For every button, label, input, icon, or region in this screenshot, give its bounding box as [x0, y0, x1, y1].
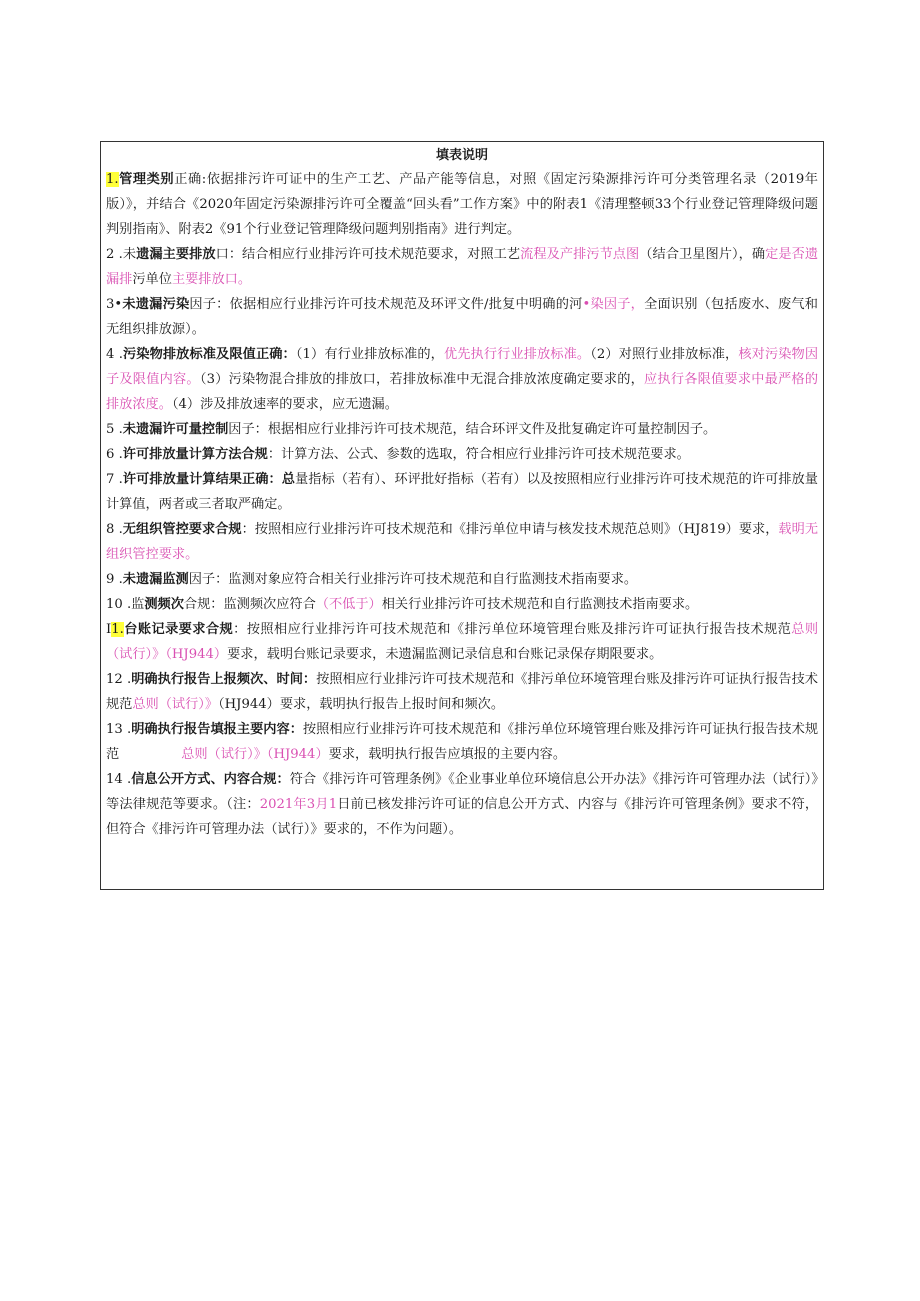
- item-text: 按照相应行业排污许可技术规范和《排污单位环境管理台账及排污许可证执行报告技术规范: [106, 672, 818, 712]
- item-text: 6 .: [106, 447, 123, 462]
- item-text: 量指标（若有）、环评批好指标（若有）以及按照相应行业排污许可技术规范的许可排放量计算值，两者或三者取严确定。: [106, 472, 818, 512]
- item-highlighted-text: 定是否遗漏排: [106, 247, 819, 287]
- item-text: 按照相应行业排污许可技术规范和《排污单位环境管理台账及排污许可证执行报告技术规范: [106, 722, 819, 762]
- item-text: I: [106, 622, 112, 637]
- item-highlighted-text: 核对污染物因子及限值内容。: [106, 347, 819, 387]
- item-text: 12 .: [106, 672, 132, 687]
- item-heading: 无组织管控要求合规: [122, 522, 242, 537]
- item-text: 10 .监: [106, 597, 145, 612]
- item-heading: 未遗漏污染: [122, 297, 190, 312]
- instruction-item: [106, 717, 818, 767]
- item-heading: 明确执行报告填报主要内容：: [131, 722, 303, 737]
- instruction-item: [106, 467, 818, 517]
- item-heading: 明确执行报告上报频次、时间：: [131, 672, 317, 687]
- item-text: 4 .: [106, 347, 123, 362]
- item-heading: 污染物排放标准及限值正确：: [122, 347, 296, 362]
- item-text: ：按照相应行业排污许可技术规范和《排污单位环境管理台账及排污许可证执行报告技术规范: [233, 622, 792, 637]
- item-number-marker: 1.: [106, 172, 119, 187]
- item-text: 正确:依据排污许可证中的生产工艺、产品产能等信息，对照《固定污染源排污许可分类管理名录（2019年版）》，并结合《2020年固定污染源排污许可全覆盖“回头看”工作方案》中的附表1《清理整顿33个行业登记管理降级问题判别指南》、附表2《91个行业登记管理降级问题判别指南》进行判定。: [106, 172, 818, 237]
- item-text: （2）对照行业排放标准，: [590, 347, 739, 362]
- instruction-item: [106, 667, 818, 717]
- item-highlighted-text: 优先执行行业排放标准。: [443, 347, 591, 362]
- item-text: 口：结合相应行业排污许可技术规范要求，对照工艺: [215, 247, 521, 262]
- item-highlighted-text: 总则（试行）》（HJ944）: [181, 747, 329, 762]
- instruction-item: [106, 167, 818, 242]
- item-heading: 台账记录要求合规: [123, 622, 234, 637]
- instruction-item: [106, 592, 818, 617]
- item-text: 因子：监测对象应符合相关行业排污许可技术规范和自行监测技术指南要求。: [188, 572, 638, 587]
- item-text: 因子：根据相应行业排污许可技术规范，结合环评文件及批复确定许可量控制因子。: [228, 422, 717, 437]
- item-text: （HJ944）要求，载明执行报告上报时间和频次。: [218, 697, 505, 712]
- item-highlighted-text: 应执行各限值要求中最严格的排放浓度。: [106, 372, 819, 412]
- item-heading: 许可排放量计算方法合规: [122, 447, 268, 462]
- instruction-item: [106, 567, 818, 592]
- item-highlighted-text: 总则（试行）》（HJ944）: [106, 622, 819, 662]
- item-text: 2 .未: [106, 247, 137, 262]
- item-heading: 测频次: [144, 597, 184, 612]
- item-text: （结合卫星图片），确: [639, 247, 766, 262]
- instructions-table: [100, 141, 824, 890]
- item-text: ：按照相应行业排污许可技术规范和《排污单位申请与核发技术规范总则》（HJ819）要求，: [241, 522, 779, 537]
- item-text: 因子：依据相应行业排污许可技术规范及环评文件/批复中明确的河: [189, 297, 583, 312]
- item-text: 全面识别（包括废水、废气和无组织排放源）。: [106, 297, 818, 337]
- item-heading: 管理类别: [118, 172, 175, 187]
- item-text: （4）涉及排放速率的要求，应无遗漏。: [171, 397, 398, 412]
- item-number-marker: 1.: [111, 622, 124, 637]
- instruction-item: [106, 342, 818, 417]
- item-text: 要求，载明执行报告应填报的主要内容。: [328, 747, 567, 762]
- item-text: （3）污染物混合排放的排放口，若排放标准中无混合排放浓度确定要求的，: [199, 372, 645, 387]
- item-heading: 遗漏主要排放: [136, 247, 216, 262]
- item-text: 合规：监测频次应符合: [183, 597, 316, 612]
- instruction-item: [106, 517, 818, 567]
- item-text: 3•: [106, 297, 123, 312]
- item-text: 符合《排污许可管理条例》《企业事业单位环境信息公开办法》《排污许可管理办法（试行）》等法律规范等要求。（注：: [106, 772, 818, 812]
- item-highlighted-text: （不低于）: [315, 597, 382, 612]
- item-highlighted-text: 载明无组织管控要求。: [106, 522, 819, 562]
- item-text: 要求，载明台账记录要求，未遗漏监测记录信息和台账记录保存期限要求。: [227, 647, 663, 662]
- item-text: 相关行业排污许可技术规范和自行监测技术指南要求。: [381, 597, 699, 612]
- item-heading: 信息公开方式、内容合规：: [131, 772, 290, 787]
- item-text: 9 .: [106, 572, 123, 587]
- item-text: 5 .: [106, 422, 123, 437]
- item-text: （1）有行业排放标准的，: [295, 347, 444, 362]
- item-heading: 未遗漏许可量控制: [122, 422, 229, 437]
- item-text: 污单位: [132, 272, 172, 287]
- item-highlighted-text: 流程及产排污节点图: [520, 247, 640, 262]
- item-highlighted-text: 2021年3月1: [259, 797, 338, 812]
- instruction-item: [106, 617, 818, 667]
- instruction-item: [106, 417, 818, 442]
- item-text: 14 .: [106, 772, 132, 787]
- instruction-item: [106, 292, 818, 342]
- item-text: 13 .: [106, 722, 132, 737]
- item-text: 8 .: [106, 522, 123, 537]
- instruction-item: [106, 442, 818, 467]
- item-heading: 未遗漏监测: [122, 572, 189, 587]
- item-heading: 许可排放量计算结果正确：总: [122, 472, 296, 487]
- table-title: 填表说明: [435, 148, 488, 163]
- instruction-item: [106, 767, 818, 842]
- item-text: 7 .: [106, 472, 123, 487]
- instruction-item: [106, 242, 818, 292]
- item-text: 日前已核发排污许可证的信息公开方式、内容与《排污许可管理条例》要求不符，但符合《排污许可管理办法（试行）》要求的，不作为问题）。: [106, 797, 819, 837]
- instructions-list: [106, 167, 818, 842]
- item-text: ：计算方法、公式、参数的选取，符合相应行业排污许可技术规范要求。: [267, 447, 690, 462]
- item-highlighted-text: 总则（试行）》: [132, 697, 219, 712]
- item-highlighted-text: 主要排放口。: [171, 272, 252, 287]
- item-highlighted-text: •染因子，: [582, 297, 645, 312]
